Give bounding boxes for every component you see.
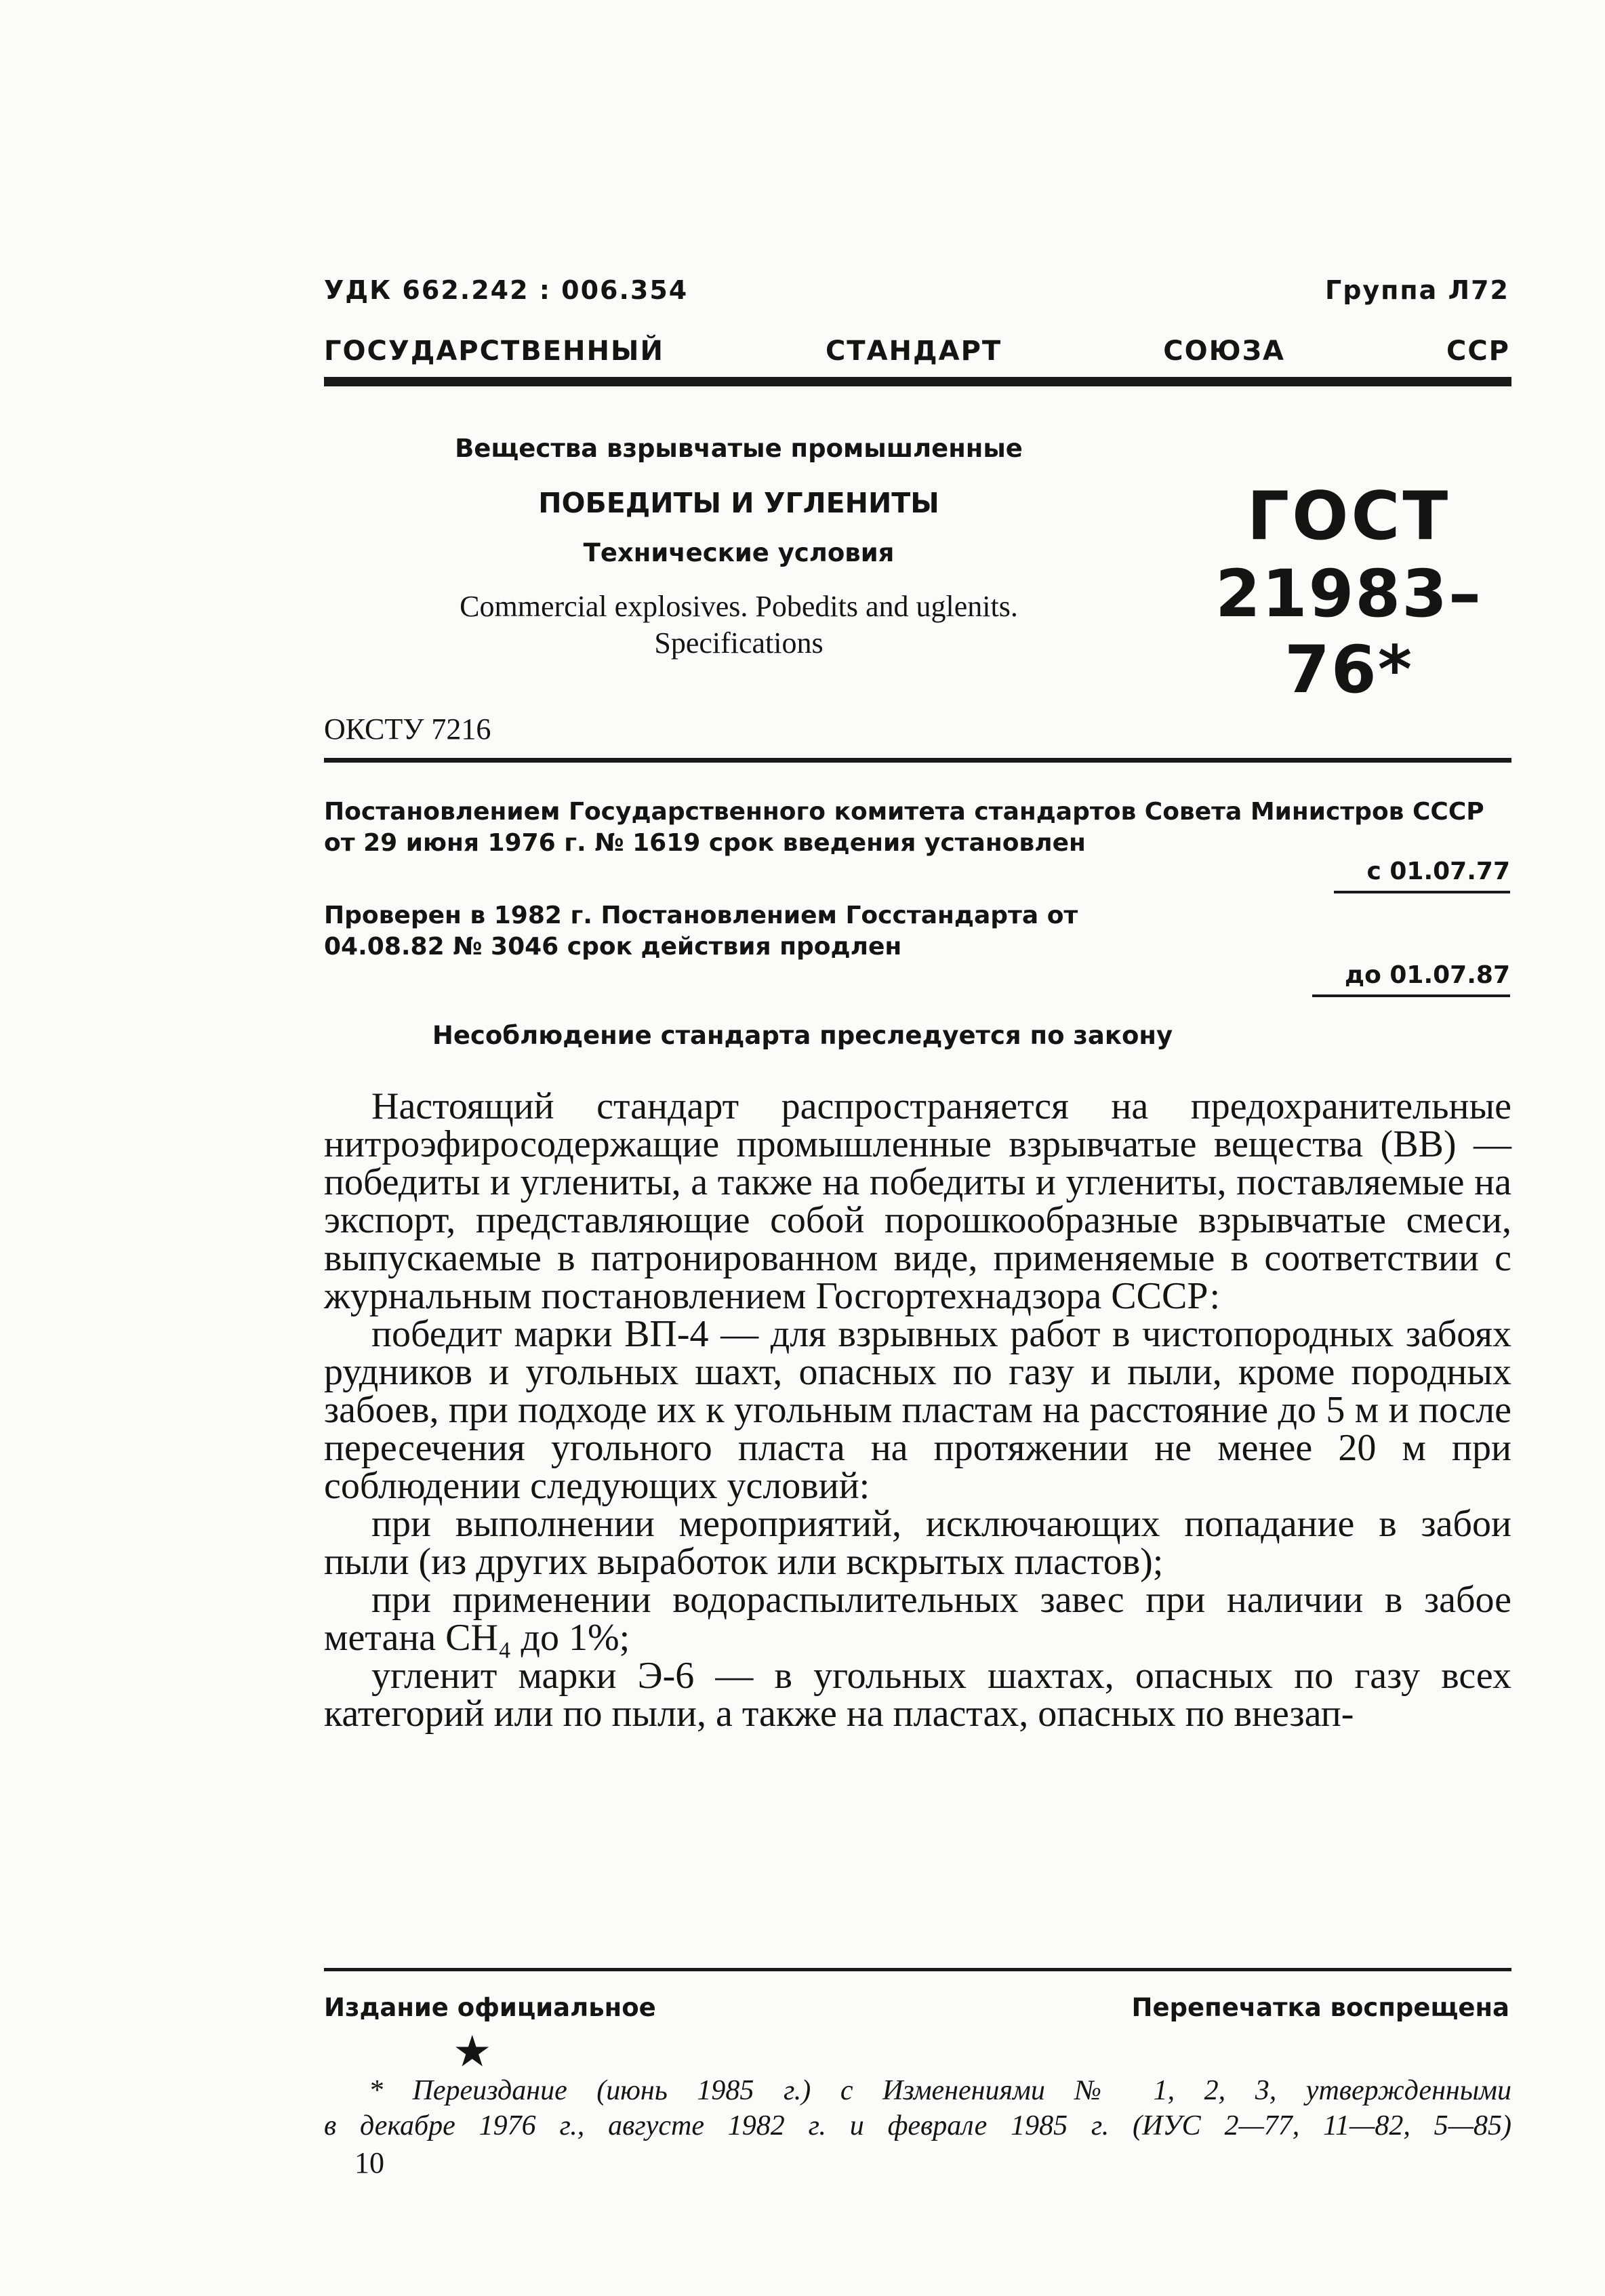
review-text: Проверен в 1982 г. Постановлением Госстандарта от 04.08.82 № 3046 срок действия продлен <box>324 902 1078 961</box>
gost-number: 21983–76* <box>1215 556 1482 708</box>
title-category: Вещества взрывчатые промышленные <box>455 434 1023 463</box>
body-paragraph: при выполнении мероприятий, исключающих попадание в забои пыли (из других выработок или вскрытых пластов); <box>324 1503 1511 1583</box>
star-icon: ★ <box>453 2028 492 2076</box>
title-english-line-2: Specifications <box>654 626 824 660</box>
body-paragraph: Настоящий стандарт распространяется на предохранительные нитроэфиросодержащие промышленные взрывчатые вещества (ВВ) — победиты и углениты, а также на победиты и углениты, поставляемые на экспорт, представляющие собой порошкообразные взрывчатые смеси, выпускаемые в патронированном виде, применяемые в соответствии с журнальным постановлением Госгортехнадзора СССР: <box>324 1085 1511 1317</box>
header-rule <box>324 377 1511 386</box>
udk-code: УДК 662.242 : 006.354 <box>324 275 689 305</box>
decree-text: Постановлением Государственного комитета стандартов Совета Министров СССР от 29 июня 1976 г. № 1619 срок введения установлен <box>324 798 1484 857</box>
official-edition-label: Издание официальное <box>324 1993 656 2022</box>
title-subtitle: Технические условия <box>583 538 895 567</box>
body-text <box>324 1087 1511 1733</box>
page-number: 10 <box>354 2146 384 2179</box>
header-word-2: СТАНДАРТ <box>825 336 1002 367</box>
enforcement-notice: Несоблюдение стандарта преследуется по закону <box>432 1021 1173 1050</box>
group-code: Группа Л72 <box>1324 275 1509 305</box>
body-paragraph: при применении водораспылительных завес при наличии в забое метана СН₄ до 1%; <box>324 1579 1511 1659</box>
header-word-4: ССР <box>1446 336 1510 367</box>
okstu-code: ОКСТУ 7216 <box>324 712 491 746</box>
footnote-line-1: * Переиздание (июнь 1985 г.) с Изменениями № 1, 2, 3, утвержденными <box>369 2075 1511 2106</box>
reprint-prohibited-label: Перепечатка воспрещена <box>1131 1993 1509 2022</box>
date-until: до 01.07.87 <box>1312 961 1510 997</box>
date-from: с 01.07.77 <box>1334 858 1510 893</box>
gost-label: ГОСТ <box>1246 478 1451 555</box>
footnote-line-2: в декабре 1976 г., августе 1982 г. и феврале 1985 г. (ИУС 2—77, 11—82, 5—85) <box>324 2110 1511 2141</box>
footer-rule <box>324 1968 1511 1971</box>
body-paragraph: угленит марки Э-6 — в угольных шахтах, опасных по газу всех категорий или по пыли, а также на пластах, опасных по внезап- <box>324 1655 1511 1735</box>
header-word-1: ГОСУДАРСТВЕННЫЙ <box>324 336 664 367</box>
title-main: ПОБЕДИТЫ И УГЛЕНИТЫ <box>538 487 939 519</box>
body-paragraph: победит марки ВП-4 — для взрывных работ в чистопородных забоях рудников и угольных шахт, опасных по газу и пыли, кроме породных забоев, при подходе их к угольным пластам на расстояние до 5 м и после пересечения угольного пласта на протяжении не менее 20 м при соблюдении следующих условий: <box>324 1313 1511 1507</box>
reissue-footnote <box>324 2073 1511 2143</box>
standard-header-band <box>324 336 1510 367</box>
title-english-line-1: Commercial explosives. Pobedits and uglenits. <box>460 590 1018 623</box>
title-english <box>366 588 1112 662</box>
section-rule <box>324 758 1511 763</box>
header-word-3: СОЮЗА <box>1163 336 1285 367</box>
